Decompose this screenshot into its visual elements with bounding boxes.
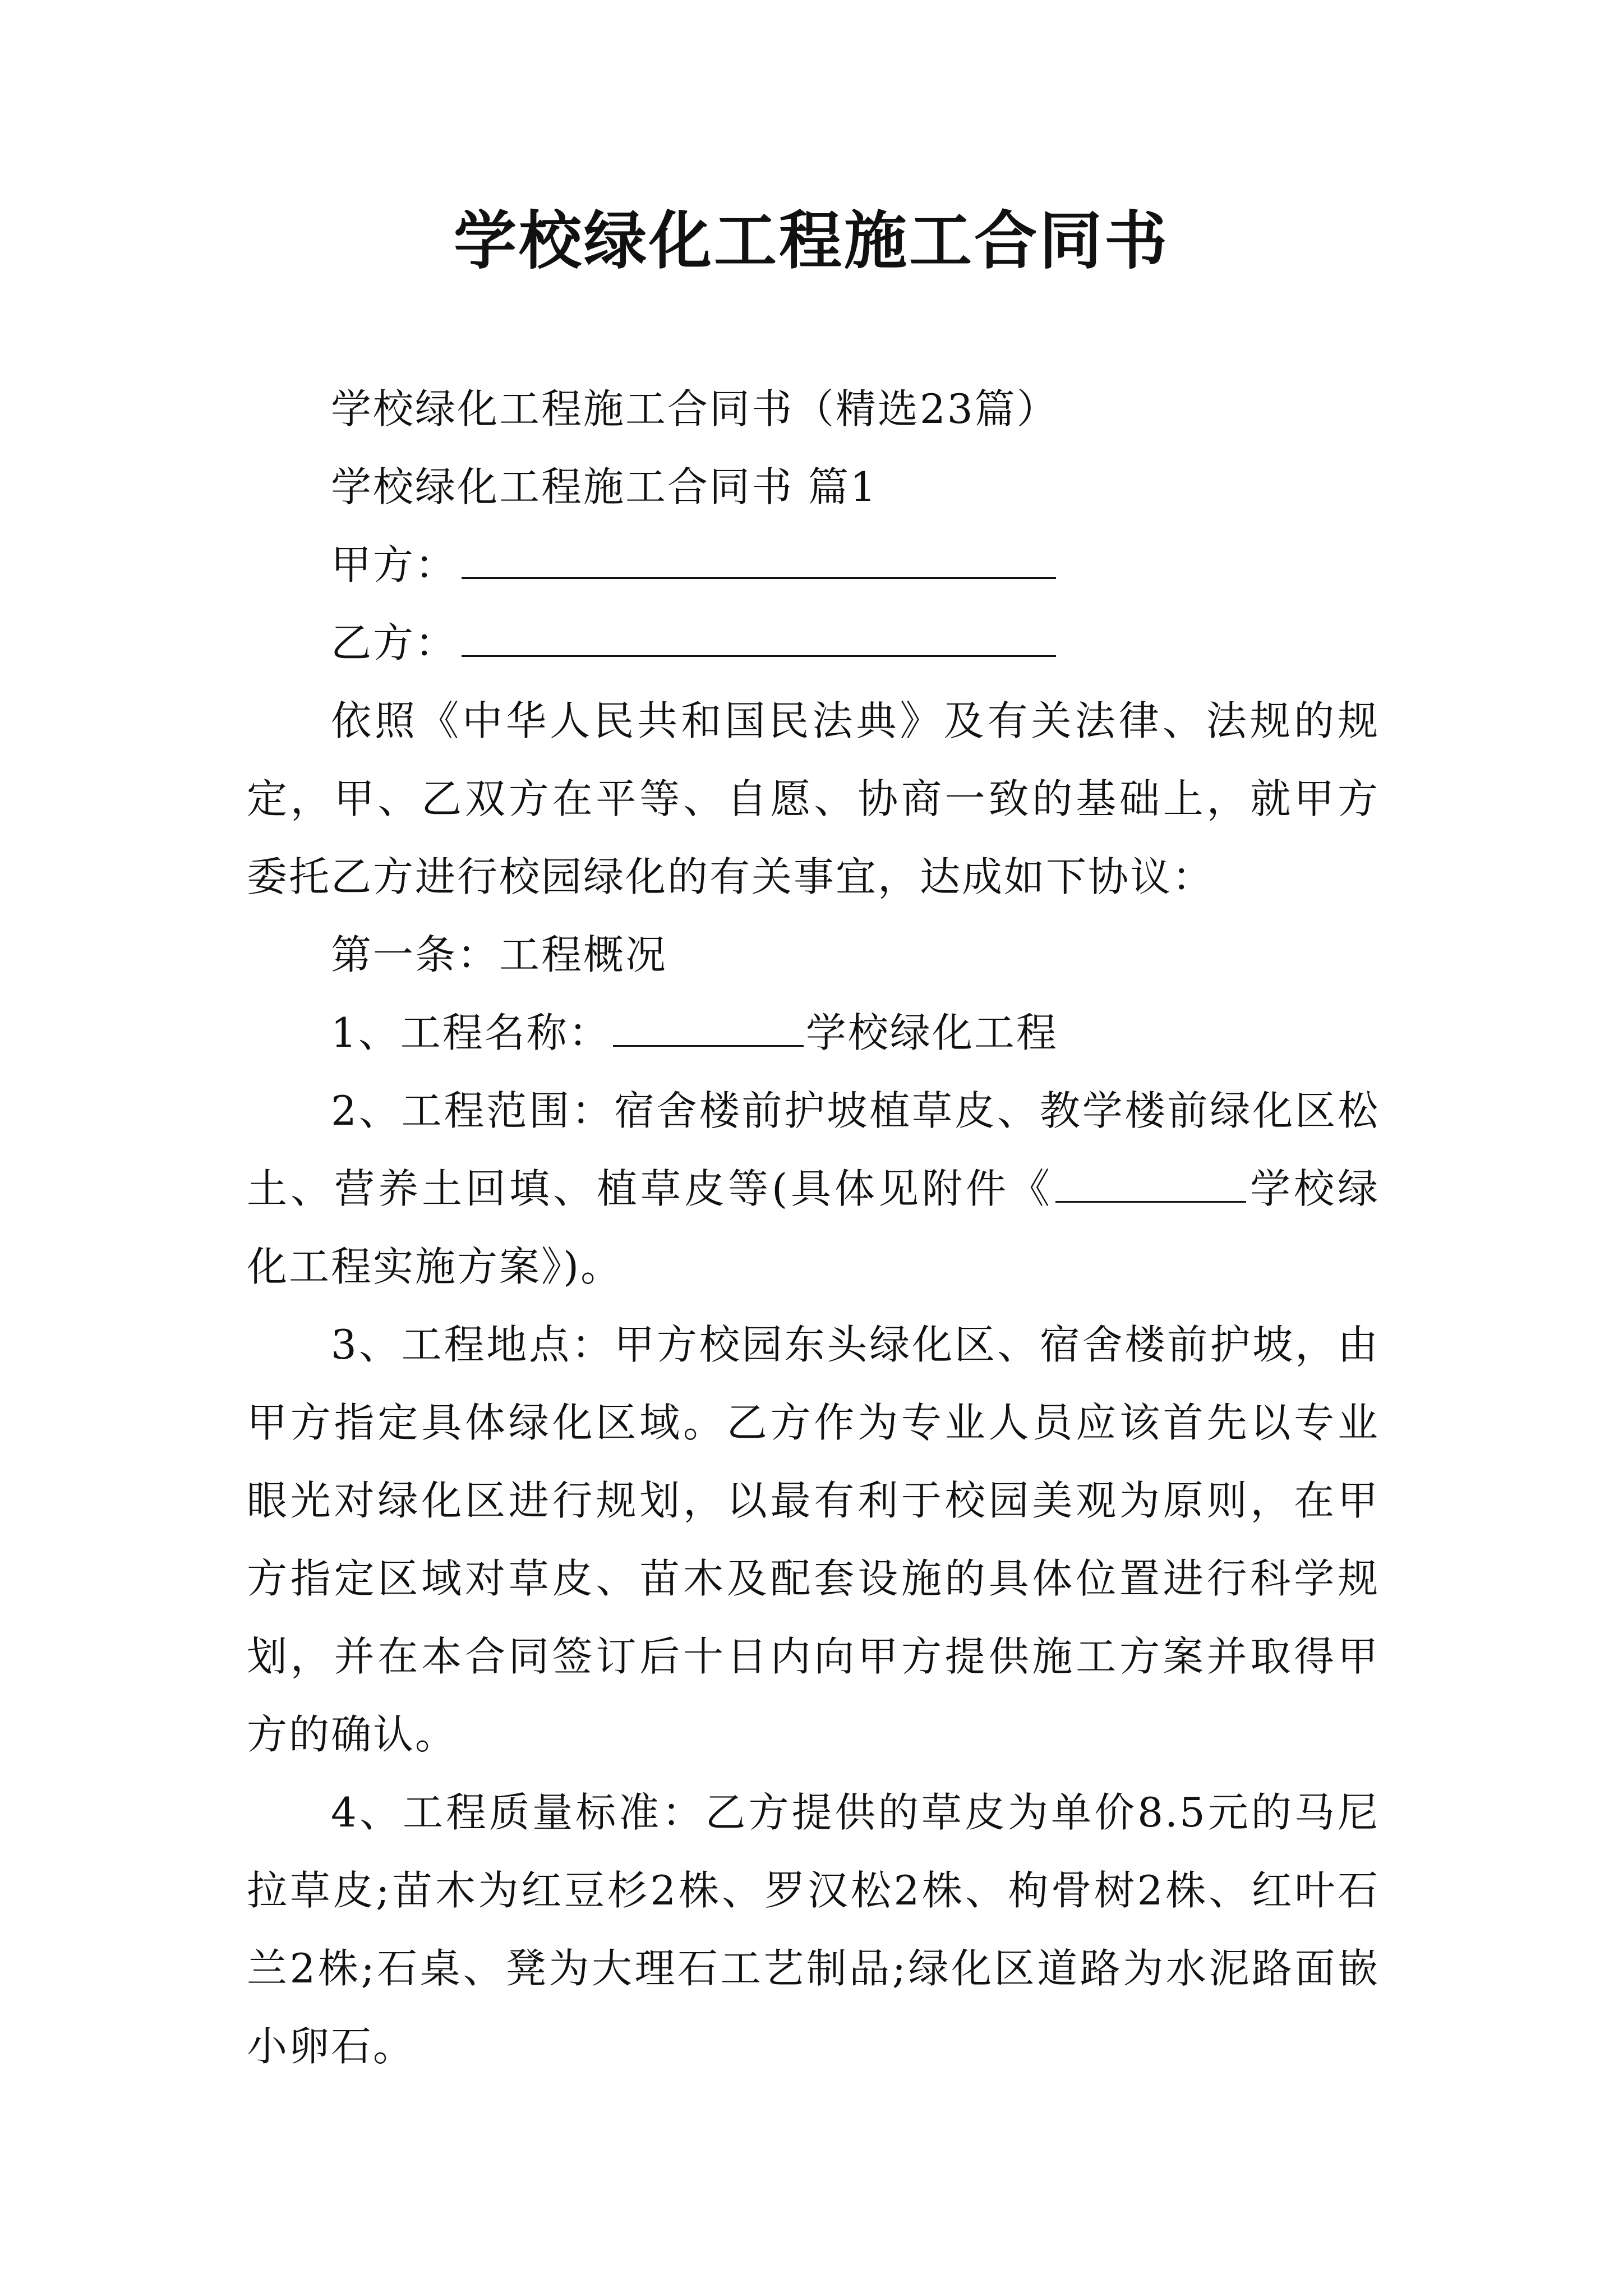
party-a-blank — [462, 532, 1056, 579]
document-body — [247, 370, 1380, 2086]
item-1-prefix: 1、工程名称： — [331, 1009, 611, 1056]
project-name-blank — [613, 1011, 804, 1047]
article-1-heading: 第一条：工程概况 — [331, 931, 668, 978]
intro-paragraph: 依照《中华人民共和国民法典》及有关法律、法规的规定，甲、乙双方在平等、自愿、协商一致的基础上，就甲方委托乙方进行校园绿化的有关事宜，达成如下协议： — [247, 697, 1380, 900]
attachment-name-blank — [1055, 1167, 1246, 1203]
party-b-line — [247, 604, 1380, 682]
document-subtitle: 学校绿化工程施工合同书（精选23篇） — [331, 385, 1059, 432]
item-3-paragraph: 3、工程地点：甲方校园东头绿化区、宿舍楼前护坡，由甲方指定具体绿化区域。乙方作为专业人员应该首先以专业眼光对绿化区进行规划，以最有利于校园美观为原则，在甲方指定区域对草皮、苗木及配套设施的具体位置进行科学规划，并在本合同签订后十日内向甲方提供施工方案并取得甲方的确认。 — [247, 1321, 1380, 1758]
item-2-paragraph — [247, 1072, 1380, 1306]
party-a-label: 甲方： — [331, 541, 458, 588]
item-1-paragraph — [247, 994, 1380, 1072]
section-heading: 学校绿化工程施工合同书 篇1 — [331, 463, 878, 510]
document-title: 学校绿化工程施工合同书 — [454, 204, 1169, 278]
party-b-blank — [462, 610, 1056, 657]
item-1-suffix: 学校绿化工程 — [805, 1009, 1058, 1056]
item-2-prefix: 2、工程范围：宿舍楼前护坡植草皮、教学楼前绿化区松土、营养土回填、植草皮等(具体见附件《 — [247, 1087, 1380, 1212]
party-a-line — [247, 526, 1380, 604]
item-2-suffix: 学校绿化工程实施方案》)。 — [247, 1165, 1380, 1290]
party-b-label: 乙方： — [331, 619, 458, 666]
item-4-paragraph: 4、工程质量标准：乙方提供的草皮为单价8.5元的马尼拉草皮;苗木为红豆杉2株、罗汉松2株、枸骨树2株、红叶石兰2株;石桌、凳为大理石工艺制品;绿化区道路为水泥路面嵌小卵石。 — [247, 1789, 1380, 2070]
